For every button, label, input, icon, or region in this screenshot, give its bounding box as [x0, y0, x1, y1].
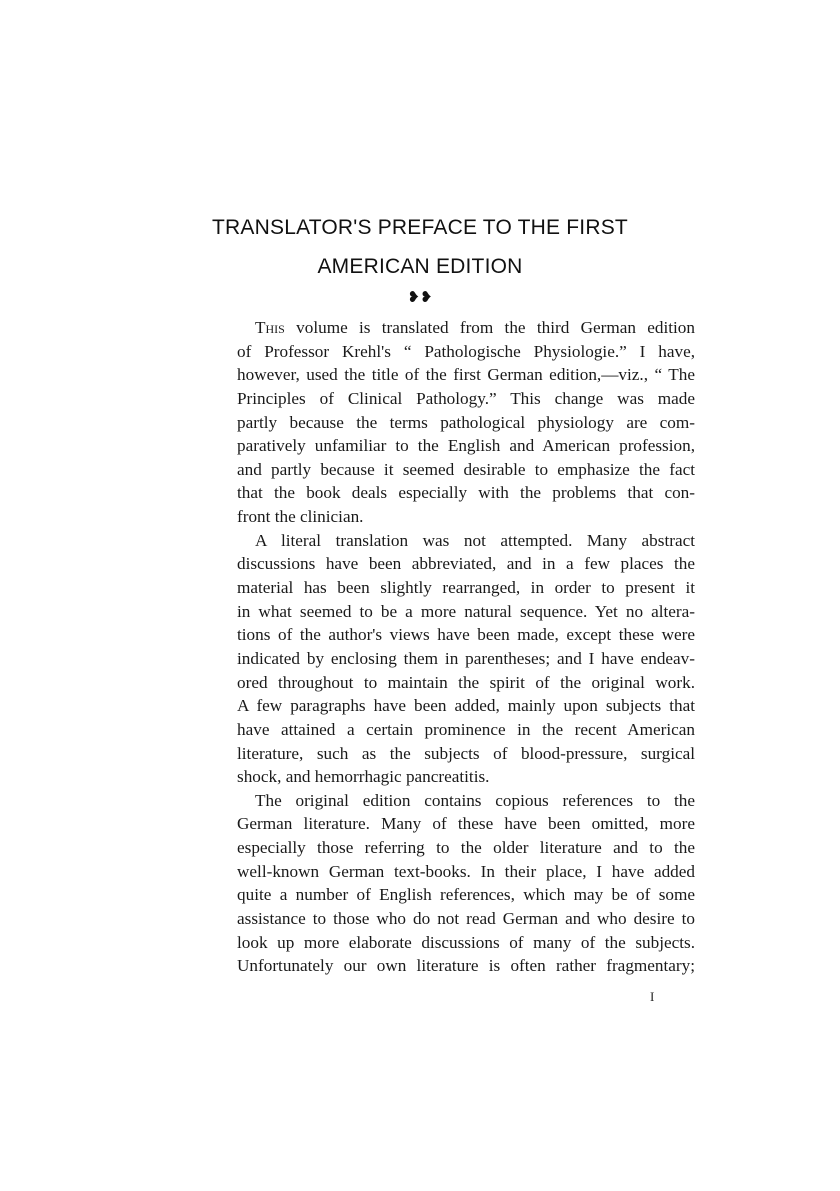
preface-title-line-1: TRANSLATOR'S PREFACE TO THE FIRST [212, 216, 628, 239]
first-word: This [255, 318, 285, 337]
paragraph-1-line-1: This volume is translated from the third German edition [255, 318, 695, 337]
paragraph-1-line-9: front the clinician. [237, 507, 364, 527]
paragraph-1-line-7: and partly because it seemed desirable to emphasize the fact [237, 459, 695, 479]
paragraph-1-line-2: of Professor Krehl's “ Pathologische Physiologie.” I have, [237, 341, 695, 361]
paragraph-3-line-5: quite a number of English references, which may be of some [237, 885, 695, 905]
paragraph-2-line-6: indicated by enclosing them in parentheses; and I have endeav- [237, 648, 695, 668]
paragraph-2-line-4: in what seemed to be a more natural sequence. Yet no altera- [237, 601, 695, 621]
paragraph-3-line-6: assistance to those who do not read German and who desire to [237, 909, 695, 929]
page-number: I [650, 989, 655, 1004]
paragraph-1-line-8: that the book deals especially with the problems that con- [237, 483, 695, 503]
paragraph-1-line-5: partly because the terms pathological physiology are com- [237, 412, 695, 432]
paragraph-2-line-1: A literal translation was not attempted. Many abstract [255, 530, 695, 550]
paragraph-1-line-4: Principles of Clinical Pathology.” This change was made [237, 388, 695, 408]
paragraph-3-line-7: look up more elaborate discussions of many of the subjects. [237, 932, 695, 952]
paragraph-2-line-3: material has been slightly rearranged, in order to present it [237, 578, 695, 598]
paragraph-1-line-6: paratively unfamiliar to the English and American profession, [237, 436, 695, 456]
paragraph-3-line-1: The original edition contains copious references to the [255, 790, 695, 810]
preface-body [237, 316, 695, 978]
paragraph-2-line-9: have attained a certain prominence in the recent American [237, 719, 695, 739]
ornament-icon: ❥❥ [407, 290, 433, 306]
paragraph-2-line-7: ored throughout to maintain the spirit of the original work. [237, 672, 695, 692]
preface-title-line-2: AMERICAN EDITION [317, 255, 523, 278]
paragraph-1-line-3: however, used the title of the first German edition,—viz., “ The [237, 365, 695, 385]
paragraph-2-line-5: tions of the author's views have been made, except these were [237, 625, 695, 645]
paragraph-3-line-3: especially those referring to the older literature and to the [237, 838, 695, 858]
paragraph-2-line-2: discussions have been abbreviated, and in a few places the [237, 554, 695, 574]
paragraph-3-line-8: Unfortunately our own literature is often rather fragmentary; [237, 956, 695, 976]
paragraph-2-line-8: A few paragraphs have been added, mainly upon subjects that [237, 696, 695, 716]
paragraph-3-line-4: well-known German text-books. In their place, I have added [237, 861, 695, 881]
paragraph-2-line-10: literature, such as the subjects of blood-pressure, surgical [237, 743, 695, 763]
paragraph-2-line-11: shock, and hemorrhagic pancreatitis. [237, 767, 490, 787]
paragraph-3-line-2: German literature. Many of these have been omitted, more [237, 814, 695, 834]
